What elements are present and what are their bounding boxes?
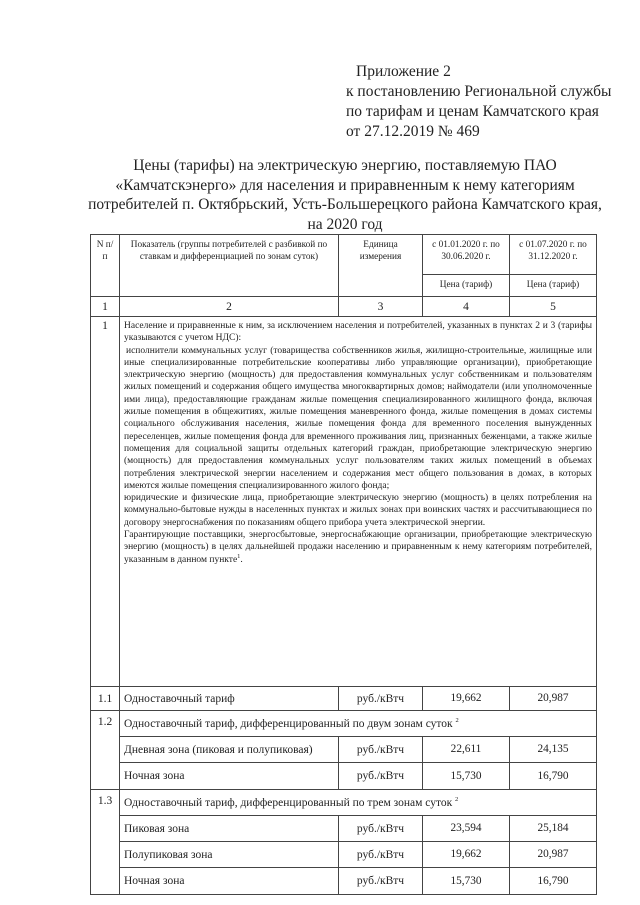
price-value: 15,730 <box>423 763 510 790</box>
footnote-ref: 2 <box>455 716 459 724</box>
row-1-3-night <box>91 868 597 895</box>
column-numbers-row <box>91 297 597 317</box>
desc-para: Гарантирующие поставщики, энергосбытовые, энергоснабжающие организации, приобретающие электрическую энергию (мощность) в целях дальнейшей продажи населению и приравненным к нему категориям потребителей, указанным в данном пункте$^1$. <box>124 530 592 565</box>
header-period2: с 01.07.2020 г. по 31.12.2020 г. <box>510 235 597 275</box>
footnote-ref: 1 <box>237 552 241 560</box>
price-value: 19,662 <box>423 687 510 711</box>
header-period1: с 01.01.2020 г. по 30.06.2020 г. <box>423 235 510 275</box>
price-value: 20,987 <box>510 687 597 711</box>
row-1-3-header <box>91 790 597 816</box>
zone-label: Ночная зона <box>120 868 339 895</box>
colnum: 1 <box>91 297 120 317</box>
price-value: 23,594 <box>423 816 510 842</box>
row-num: 1.2 <box>91 711 120 790</box>
row-unit: руб./кВтч <box>339 687 423 711</box>
row-1-1 <box>91 687 597 711</box>
colnum: 3 <box>339 297 423 317</box>
colnum: 5 <box>510 297 597 317</box>
tariff-table <box>90 234 597 895</box>
zone-unit: руб./кВтч <box>339 763 423 790</box>
desc-para: Население и приравненные к ним, за исключением населения и потребителей, указанных в пунктах 2 и 3 (тарифы указываются с учетом НДС): <box>124 321 592 344</box>
price-value: 16,790 <box>510 868 597 895</box>
desc-para: исполнители коммунальных услуг (товарищества собственников жилья, жилищно-строительные, жилищные или иные специализированные потребительские кооперативы либо управляющие организации), приобретающие электрическую энергию (мощность) для предоставления коммунальных услуг собственникам и пользователям жилых помещений и содержания общего имущества многоквартирных домов; наймодатели (или уполномоченные ими лица), предоставляющие гражданам жилые помещения специализированного жилищного фонда, включая жилые помещения в общежитиях, жилые помещения маневренного фонда, жилые помещения в домах системы социального обслуживания населения, жилые помещения фонда для временного поселения вынужденных переселенцев, жилые помещения фонда для временного проживания лиц, признанных беженцами, а также жилые помещения для социальной защиты отдельных категорий граждан, приобретающие электрическую энергию (мощность) для предоставления коммунальных услуг пользователям таких жилых помещений в объемах потребления электрической энергии населением и содержания мест общего пользования в домах, в которых имеются жилые помещения специализированного жилого фонда; <box>124 345 592 491</box>
header-price1: Цена (тариф) <box>423 275 510 297</box>
section-1-row <box>91 317 597 687</box>
colnum: 2 <box>120 297 339 317</box>
zone-unit: руб./кВтч <box>339 737 423 763</box>
header-price2: Цена (тариф) <box>510 275 597 297</box>
header-row <box>91 235 597 275</box>
zone-label: Ночная зона <box>120 763 339 790</box>
row-label: Одноставочный тариф <box>120 687 339 711</box>
title-line: Цены (тарифы) на электрическую энергию, поставляемую ПАО <box>133 157 557 174</box>
row-group-label <box>120 790 597 816</box>
header-indicator: Показатель (группы потребителей с разбивкой по ставкам и дифференциацией по зонам суток) <box>120 235 339 297</box>
price-value: 20,987 <box>510 842 597 868</box>
title-line: «Камчатскэнерго» для населения и приравненным к нему категориям <box>115 176 575 194</box>
annex-line: по тарифам и ценам Камчатского края <box>346 103 599 120</box>
row-num: 1.3 <box>91 790 120 895</box>
section-1-description <box>120 317 597 687</box>
price-value: 19,662 <box>423 842 510 868</box>
price-value: 15,730 <box>423 868 510 895</box>
document-title <box>60 156 630 234</box>
row-num: 1.1 <box>91 687 120 711</box>
row-1-3-semipeak <box>91 842 597 868</box>
zone-label: Полупиковая зона <box>120 842 339 868</box>
header-num: N п/п <box>91 235 120 297</box>
row-1-2-day <box>91 737 597 763</box>
group-label-text: Одноставочный тариф, дифференцированный по трем зонам суток <box>124 796 453 809</box>
title-line: потребителей п. Октябрьский, Усть-Большерецкого района Камчатского края, <box>88 196 602 213</box>
zone-unit: руб./кВтч <box>339 842 423 868</box>
row-1-2-header <box>91 711 597 737</box>
zone-label: Пиковая зона <box>120 816 339 842</box>
row-1-3-peak <box>91 816 597 842</box>
zone-unit: руб./кВтч <box>339 816 423 842</box>
zone-label: Дневная зона (пиковая и полупиковая) <box>120 737 339 763</box>
price-value: 25,184 <box>510 816 597 842</box>
annex-header <box>346 62 611 142</box>
desc-para: юридические и физические лица, приобретающие электрическую энергию (мощность) в целях потребления на коммунально-бытовые нужды в населенных пунктах и жилых зонах при воинских частях и рассчитывающиеся по договору энергоснабжения по показаниям общего прибора учета электрической энергии. <box>124 493 592 528</box>
row-group-label <box>120 711 597 737</box>
zone-unit: руб./кВтч <box>339 868 423 895</box>
price-value: 24,135 <box>510 737 597 763</box>
group-label-text: Одноставочный тариф, дифференцированный по двум зонам суток <box>124 717 453 730</box>
row-1-2-night <box>91 763 597 790</box>
price-value: 16,790 <box>510 763 597 790</box>
annex-line: к постановлению Региональной службы <box>346 83 612 100</box>
section-num: 1 <box>91 317 120 687</box>
annex-title: Приложение 2 <box>356 63 451 80</box>
desc-text: Гарантирующие поставщики, энергосбытовые, энергоснабжающие организации, приобретающие электрическую энергию (мощность) в целях дальнейшей продажи населению и приравненным к нему категориям потребителей, указанным в данном пункте <box>124 530 592 565</box>
footnote-ref: 2 <box>455 795 459 803</box>
colnum: 4 <box>423 297 510 317</box>
header-unit: Единица измерения <box>339 235 423 297</box>
title-line: на 2020 год <box>307 215 383 233</box>
annex-line: от 27.12.2019 № 469 <box>346 123 480 140</box>
price-value: 22,611 <box>423 737 510 763</box>
